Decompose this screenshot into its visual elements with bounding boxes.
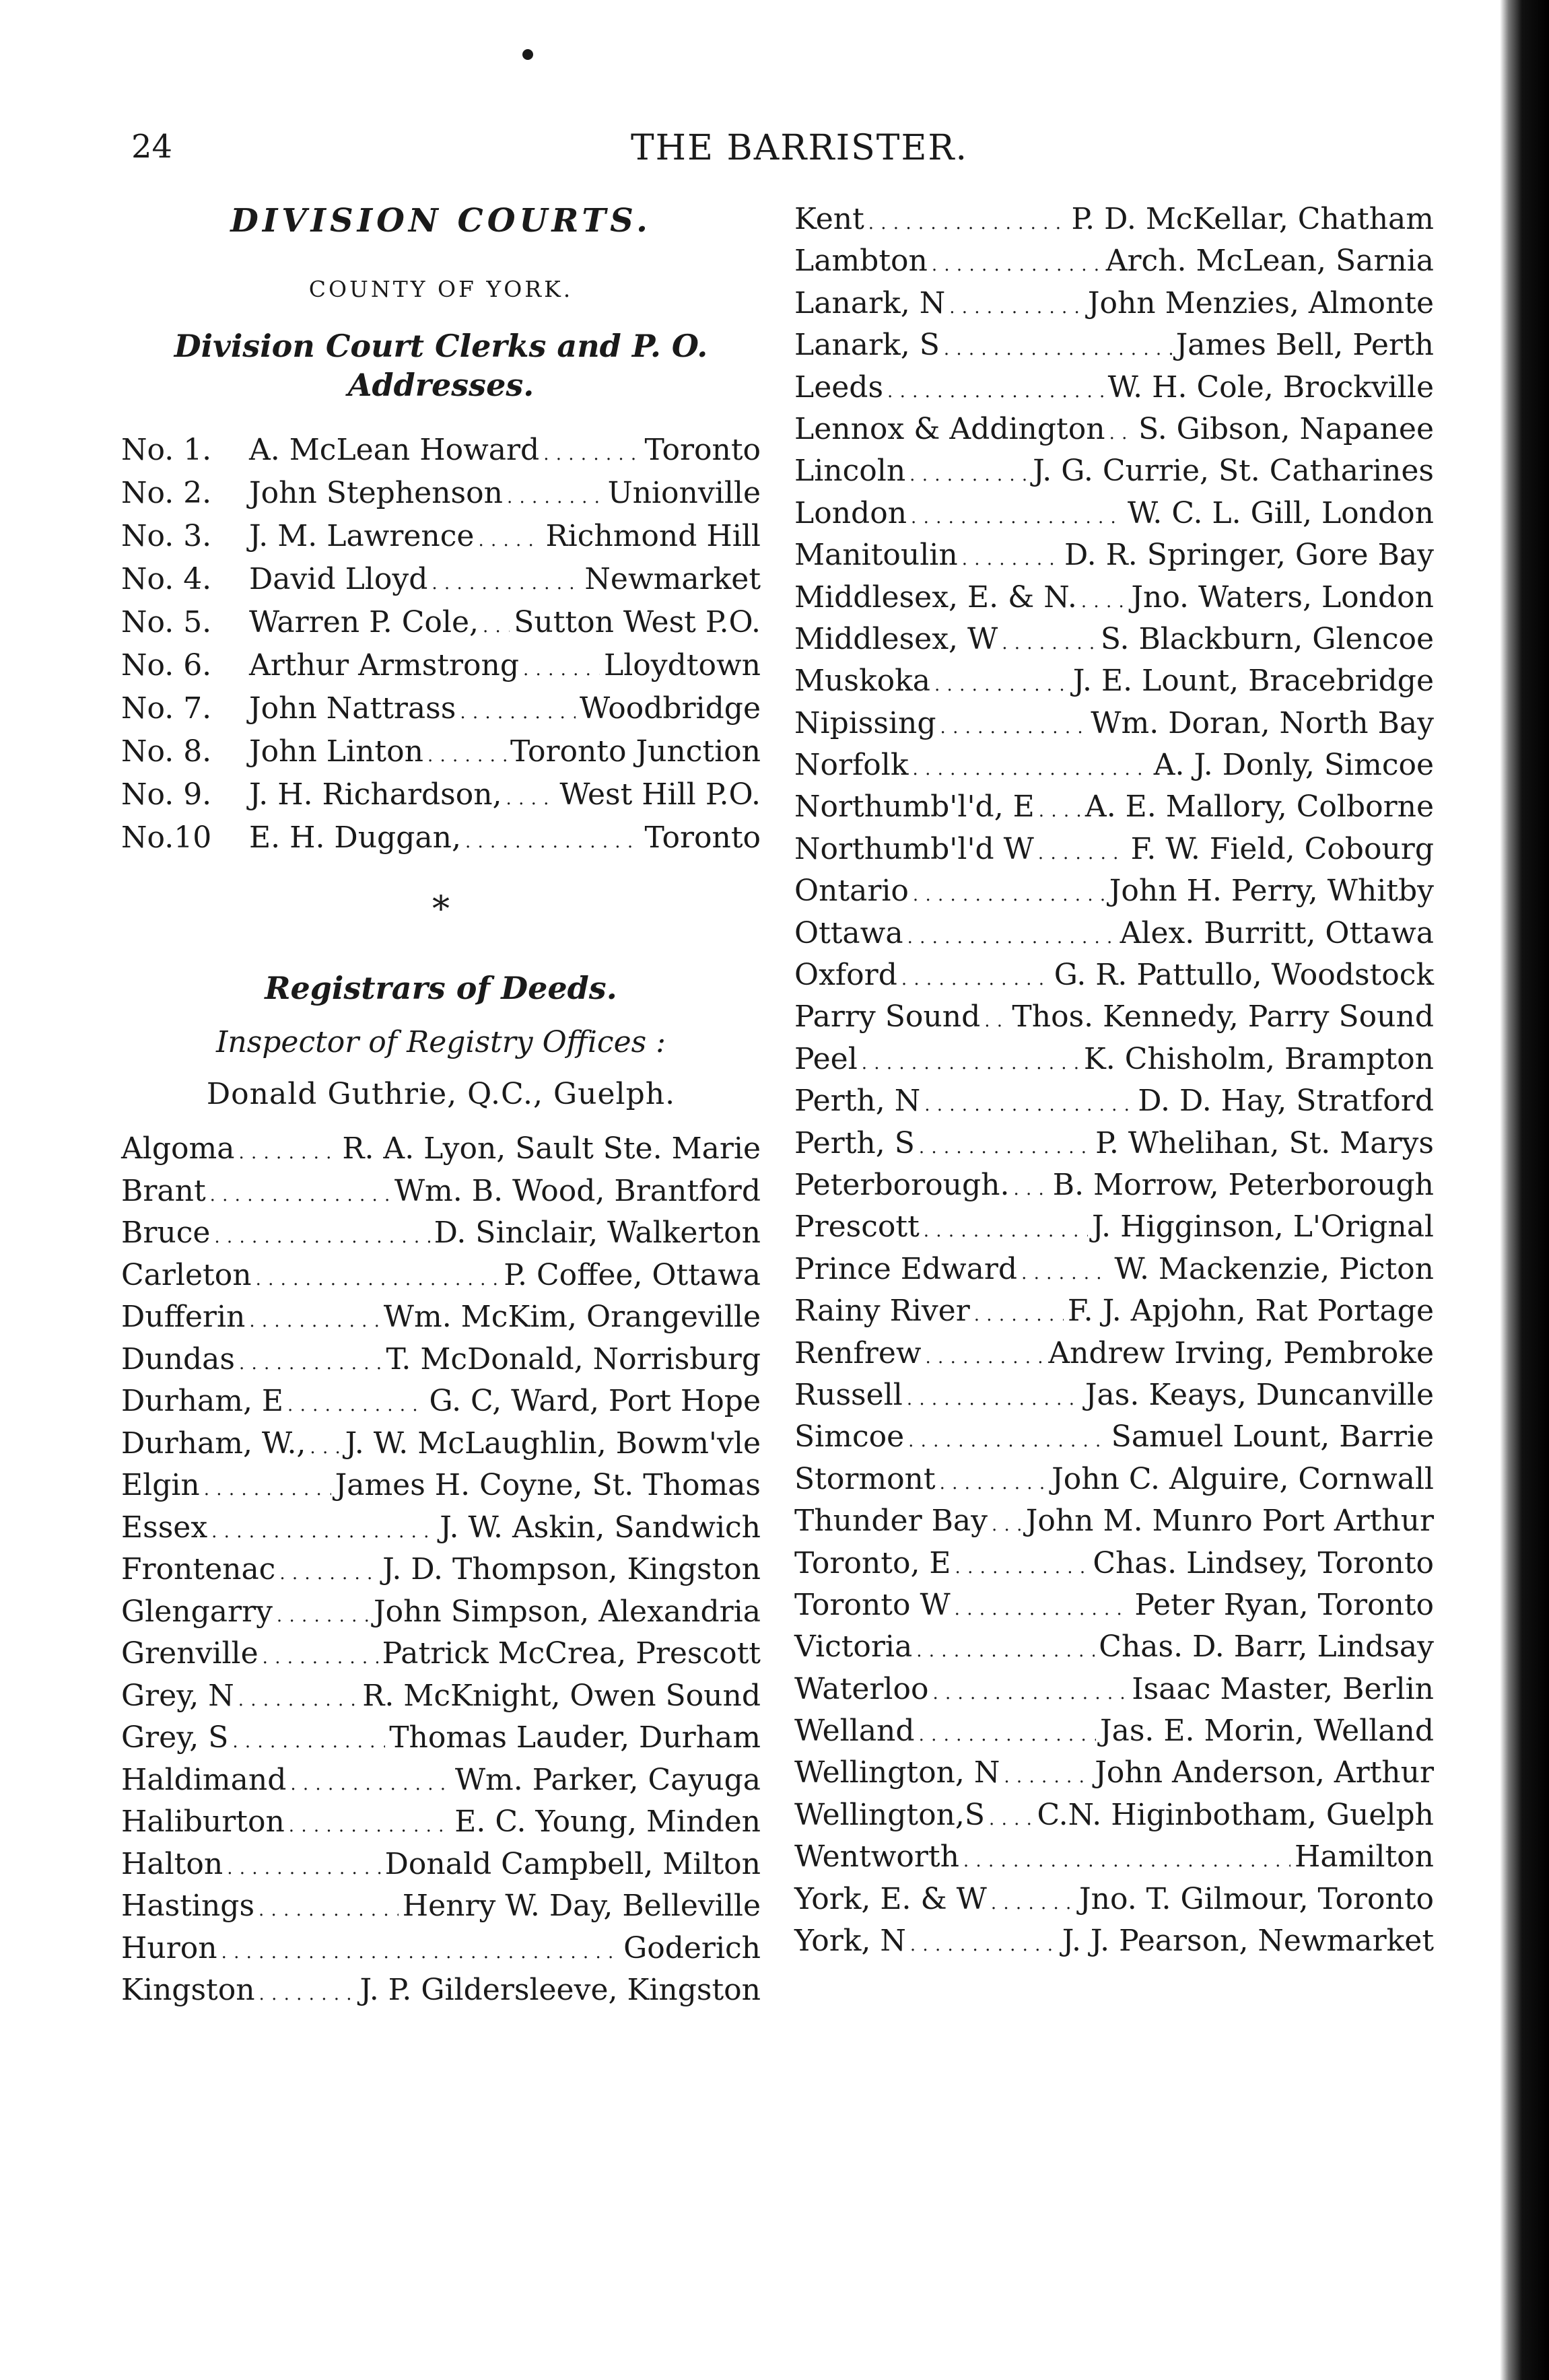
clerk-number: No. 6. <box>121 648 212 682</box>
clerk-name: John Stephenson <box>249 476 503 510</box>
registrar-row <box>121 1595 761 1637</box>
registrar-entry: Goderich <box>623 1930 761 1965</box>
clerk-name: John Linton <box>249 734 423 769</box>
registrar-entry: Jno. Waters, London <box>1131 580 1434 615</box>
county-name: Grey, S <box>121 1720 229 1755</box>
registrar-row <box>794 496 1434 538</box>
registrar-row <box>794 1672 1434 1714</box>
county-name: Toronto, E <box>794 1545 951 1580</box>
registrar-row <box>794 1336 1434 1378</box>
county-name: Dufferin <box>121 1300 246 1334</box>
registrar-entry: J. W. Askin, Sandwich <box>440 1510 761 1545</box>
registrar-row <box>794 622 1434 664</box>
clerk-place: West Hill P.O. <box>559 777 761 812</box>
clerk-name: Warren P. Cole, <box>249 605 479 639</box>
county-name: Bruce <box>121 1216 211 1250</box>
clerk-number: No. 4. <box>121 562 212 596</box>
registrar-row <box>794 1588 1434 1630</box>
registrar-entry: John C. Alguire, Cornwall <box>1052 1461 1434 1496</box>
county-name: Kent <box>794 202 864 236</box>
registrar-row <box>794 1420 1434 1461</box>
section-separator: * <box>432 889 450 930</box>
county-name: Wentworth <box>794 1840 959 1875</box>
registrar-entry: J. G. Currie, St. Catharines <box>1033 454 1434 489</box>
registrar-entry: W. C. L. Gill, London <box>1127 495 1434 530</box>
county-name: Leeds <box>794 370 884 405</box>
registrar-row <box>121 1174 761 1216</box>
county-name: Ontario <box>794 874 909 909</box>
registrar-row <box>794 706 1434 748</box>
registrar-row <box>794 958 1434 1000</box>
registrar-entry: A. J. Donly, Simcoe <box>1153 748 1434 783</box>
registrar-entry: G. C, Ward, Port Hope <box>429 1384 761 1418</box>
county-name: Nipissing <box>794 705 936 740</box>
clerk-row <box>121 605 761 648</box>
clerk-number: No. 9. <box>121 777 212 812</box>
registrar-row <box>121 1552 761 1595</box>
clerk-row <box>121 777 761 820</box>
county-name: Parry Sound <box>794 1000 981 1035</box>
registrar-entry: P. D. McKellar, Chatham <box>1071 202 1434 236</box>
registrar-row <box>121 1636 761 1679</box>
clerk-place: Toronto Junction <box>510 734 761 769</box>
registrar-entry: Thomas Lauder, Durham <box>389 1720 761 1755</box>
registrar-row <box>794 580 1434 622</box>
registrar-entry: D. D. Hay, Stratford <box>1138 1084 1434 1119</box>
registrar-row <box>121 1973 761 2015</box>
county-name: Rainy River <box>794 1294 970 1329</box>
registrar-row <box>794 286 1434 328</box>
county-name: Lanark, S <box>794 328 940 363</box>
registrar-entry: Jas. E. Morin, Welland <box>1099 1714 1434 1749</box>
clerk-number: No. 5. <box>121 605 212 639</box>
registrar-entry: S. Blackburn, Glencoe <box>1100 621 1434 656</box>
clerk-name: E. H. Duggan, <box>249 820 461 855</box>
registrar-row <box>121 1847 761 1889</box>
registrar-row <box>794 1798 1434 1840</box>
registrar-row <box>794 874 1434 915</box>
clerk-place: Newmarket <box>584 562 761 596</box>
registrar-entry: John Menzies, Almonte <box>1087 285 1434 320</box>
clerks-list <box>121 433 761 864</box>
registrar-row <box>121 1384 761 1426</box>
clerk-name: J. M. Lawrence <box>249 519 475 553</box>
county-name: Lambton <box>794 244 928 279</box>
registrar-row <box>794 1504 1434 1545</box>
county-name: Middlesex, W <box>794 621 998 656</box>
clerk-row <box>121 648 761 691</box>
registrar-entry: Chas. D. Barr, Lindsay <box>1099 1630 1434 1665</box>
county-name: Elgin <box>121 1468 200 1502</box>
county-name: Ottawa <box>794 915 903 950</box>
county-name: Kingston <box>121 1973 255 2007</box>
clerk-name: Arthur Armstrong <box>249 648 520 682</box>
county-name: Halton <box>121 1846 223 1881</box>
clerk-number: No. 2. <box>121 476 212 510</box>
page-binding-edge <box>1500 0 1549 2380</box>
registrar-entry: E. C. Young, Minden <box>454 1805 761 1839</box>
registrar-row <box>121 1763 761 1805</box>
registrar-row <box>794 370 1434 412</box>
registrar-row <box>794 1755 1434 1797</box>
inspector-title: Inspector of Registry Offices : <box>215 1025 666 1059</box>
county-name: Lincoln <box>794 454 906 489</box>
registrar-row <box>121 1931 761 1973</box>
county-name: Muskoka <box>794 664 931 699</box>
county-name: Lanark, N <box>794 285 946 320</box>
registrar-row <box>794 916 1434 958</box>
clerk-number: No. 7. <box>121 691 212 726</box>
registrar-entry: G. R. Pattullo, Woodstock <box>1054 958 1434 993</box>
county-name: Glengarry <box>121 1594 273 1629</box>
registrar-row <box>121 1510 761 1553</box>
registrar-entry: Thos. Kennedy, Parry Sound <box>1012 1000 1434 1035</box>
inspector-name: Donald Guthrie, Q.C., Guelph. <box>206 1077 676 1111</box>
county-name: Renfrew <box>794 1335 922 1370</box>
registrar-entry: S. Gibson, Napanee <box>1138 411 1434 446</box>
registrar-entry: Samuel Lount, Barrie <box>1111 1420 1434 1455</box>
registrar-entry: Andrew Irving, Pembroke <box>1048 1335 1434 1370</box>
clerk-place: Woodbridge <box>579 691 761 726</box>
right-column <box>794 202 1434 1965</box>
registrar-row <box>794 790 1434 831</box>
registrar-entry: D. R. Springer, Gore Bay <box>1064 538 1434 573</box>
registrar-entry: Isaac Master, Berlin <box>1132 1671 1434 1706</box>
county-name: Huron <box>121 1930 217 1965</box>
registrar-entry: J. J. Pearson, Newmarket <box>1062 1924 1434 1959</box>
registrar-row <box>794 1084 1434 1125</box>
county-name: Manitoulin <box>794 538 958 573</box>
registrar-row <box>794 1378 1434 1420</box>
county-name: London <box>794 495 907 530</box>
county-name: Welland <box>794 1714 915 1749</box>
county-name: Dundas <box>121 1341 235 1376</box>
registrar-entry: John M. Munro Port Arthur <box>1025 1504 1434 1539</box>
county-name: Toronto W <box>794 1587 951 1622</box>
registrar-entry: Arch. McLean, Sarnia <box>1105 244 1434 279</box>
county-name: Victoria <box>794 1630 913 1665</box>
clerk-place: Richmond Hill <box>545 519 761 553</box>
registrar-entry: Alex. Burritt, Ottawa <box>1120 915 1434 950</box>
registrar-row <box>794 1840 1434 1881</box>
registrar-row <box>121 1131 761 1174</box>
registrar-row <box>794 538 1434 580</box>
registrar-row <box>794 1882 1434 1924</box>
registrar-entry: J. P. Gildersleeve, Kingston <box>359 1973 761 2007</box>
registrar-entry: R. A. Lyon, Sault Ste. Marie <box>342 1131 761 1166</box>
registrar-row <box>794 1462 1434 1504</box>
registrar-row <box>794 1168 1434 1210</box>
registrar-row <box>794 1924 1434 1965</box>
left-column <box>121 202 761 2015</box>
county-name: Northumb'l'd W <box>794 831 1034 866</box>
registrars-title: Registrars of Deeds. <box>265 970 617 1006</box>
registrar-entry: R. McKnight, Owen Sound <box>362 1678 761 1713</box>
clerks-subheading: Division Court Clerks and P. O. Addresses. <box>174 328 708 403</box>
registrar-row <box>794 1294 1434 1335</box>
registrar-entry: J. Higginson, L'Orignal <box>1091 1210 1434 1245</box>
clerk-place: Lloydtown <box>604 648 761 682</box>
clerk-number: No. 3. <box>121 519 212 553</box>
county-name: Grey, N <box>121 1678 234 1713</box>
county-name: Haldimand <box>121 1762 287 1797</box>
page-header <box>131 128 1417 175</box>
registrar-row <box>794 412 1434 454</box>
registrar-row <box>121 1342 761 1385</box>
county-name: Perth, N <box>794 1084 921 1119</box>
county-name: Frontenac <box>121 1552 276 1586</box>
running-title: THE BARRISTER. <box>631 128 969 168</box>
registrar-row <box>794 1000 1434 1041</box>
registrar-entry: James H. Coyne, St. Thomas <box>335 1468 761 1502</box>
registrar-row <box>794 1042 1434 1084</box>
county-name: York, N <box>794 1924 906 1959</box>
registrar-entry: Chas. Lindsey, Toronto <box>1093 1545 1434 1580</box>
registrars-list-left <box>121 1131 761 2015</box>
clerk-number: No. 8. <box>121 734 212 769</box>
registrar-entry: A. E. Mallory, Colborne <box>1085 790 1434 825</box>
county-name: Algoma <box>121 1131 235 1166</box>
registrar-entry: J. W. McLaughlin, Bowm'vle <box>345 1426 761 1461</box>
county-name: Simcoe <box>794 1420 905 1455</box>
registrar-entry: Jas. Keays, Duncanville <box>1085 1377 1434 1412</box>
registrar-entry: C.N. Higinbotham, Guelph <box>1037 1797 1434 1832</box>
county-name: Lennox & Addington <box>794 411 1105 446</box>
registrar-entry: W. Mackenzie, Picton <box>1114 1251 1434 1286</box>
registrar-entry: Wm. B. Wood, Brantford <box>394 1173 761 1208</box>
registrar-entry: P. Whelihan, St. Marys <box>1095 1125 1434 1160</box>
county-name: Brant <box>121 1173 206 1208</box>
county-name: Middlesex, E. & N. <box>794 580 1077 615</box>
clerk-row <box>121 519 761 562</box>
county-name: Haliburton <box>121 1805 285 1839</box>
registrar-row <box>794 328 1434 370</box>
clerk-number: No. 1. <box>121 433 212 467</box>
page-number: 24 <box>131 128 173 166</box>
registrar-entry: Peter Ryan, Toronto <box>1134 1587 1434 1622</box>
county-name: Carleton <box>121 1257 252 1292</box>
clerk-row <box>121 562 761 605</box>
registrar-row <box>121 1300 761 1342</box>
clerk-row <box>121 433 761 476</box>
registrar-entry: Wm. McKim, Orangeville <box>383 1300 761 1334</box>
division-courts-title: DIVISION COURTS. <box>230 202 652 240</box>
clerk-row <box>121 476 761 519</box>
clerk-number: No.10 <box>121 820 212 855</box>
county-name: Stormont <box>794 1461 936 1496</box>
registrar-row <box>794 1630 1434 1671</box>
county-name: Northumb'l'd, E <box>794 790 1035 825</box>
registrar-entry: Hamilton <box>1295 1840 1434 1875</box>
registrar-entry: F. J. Apjohn, Rat Portage <box>1067 1294 1434 1329</box>
registrar-entry: Henry W. Day, Belleville <box>402 1889 761 1923</box>
registrar-entry: James Bell, Perth <box>1175 328 1434 363</box>
registrar-row <box>794 748 1434 790</box>
clerk-row <box>121 691 761 734</box>
registrar-entry: P. Coffee, Ottawa <box>504 1257 761 1292</box>
registrar-entry: John Anderson, Arthur <box>1095 1755 1434 1790</box>
registrar-entry: John H. Perry, Whitby <box>1109 874 1434 909</box>
registrar-row <box>121 1679 761 1721</box>
registrar-row <box>121 1720 761 1763</box>
registrar-row <box>121 1216 761 1258</box>
ink-dot <box>522 49 533 60</box>
registrar-row <box>794 1546 1434 1588</box>
county-name: Prescott <box>794 1210 920 1245</box>
registrar-row <box>794 244 1434 285</box>
clerk-row <box>121 734 761 777</box>
registrar-row <box>794 1126 1434 1168</box>
registrar-row <box>794 1252 1434 1294</box>
registrar-row <box>121 1468 761 1510</box>
county-heading: COUNTY OF YORK. <box>308 276 574 302</box>
registrar-entry: D. Sinclair, Walkerton <box>434 1216 761 1250</box>
clerk-name: A. McLean Howard <box>249 433 540 467</box>
registrar-row <box>121 1258 761 1300</box>
clerk-name: John Nattrass <box>249 691 456 726</box>
county-name: Durham, E <box>121 1384 284 1418</box>
clerk-row <box>121 820 761 864</box>
registrar-entry: J. E. Lount, Bracebridge <box>1072 664 1434 699</box>
registrar-row <box>794 202 1434 244</box>
registrar-row <box>121 1805 761 1847</box>
county-name: Thunder Bay <box>794 1504 988 1539</box>
clerk-name: David Lloyd <box>249 562 428 596</box>
registrar-entry: Wm. Parker, Cayuga <box>454 1762 761 1797</box>
registrar-row <box>794 664 1434 705</box>
registrar-entry: Patrick McCrea, Prescott <box>382 1636 761 1671</box>
county-name: Wellington,S <box>794 1797 986 1832</box>
registrar-row <box>794 454 1434 495</box>
registrar-entry: F. W. Field, Cobourg <box>1130 831 1434 866</box>
registrar-row <box>794 1210 1434 1251</box>
county-name: Oxford <box>794 958 897 993</box>
clerk-place: Sutton West P.O. <box>514 605 761 639</box>
registrar-entry: J. D. Thompson, Kingston <box>382 1552 761 1586</box>
registrar-row <box>121 1889 761 1931</box>
registrar-entry: K. Chisholm, Brampton <box>1083 1041 1434 1076</box>
county-name: Grenville <box>121 1636 259 1671</box>
registrar-entry: Donald Campbell, Milton <box>384 1846 761 1881</box>
clerk-place: Toronto <box>644 820 761 855</box>
registrar-entry: John Simpson, Alexandria <box>373 1594 761 1629</box>
county-name: Russell <box>794 1377 903 1412</box>
clerk-place: Toronto <box>644 433 761 467</box>
clerk-place: Unionville <box>607 476 761 510</box>
registrar-entry: W. H. Cole, Brockville <box>1107 370 1434 405</box>
registrar-entry: B. Morrow, Peterborough <box>1052 1167 1434 1202</box>
registrar-row <box>794 832 1434 874</box>
county-name: Norfolk <box>794 748 909 783</box>
county-name: Hastings <box>121 1889 255 1923</box>
county-name: Durham, W., <box>121 1426 306 1461</box>
registrar-entry: Wm. Doran, North Bay <box>1091 705 1434 740</box>
registrar-row <box>121 1426 761 1469</box>
county-name: Essex <box>121 1510 208 1545</box>
county-name: Perth, S <box>794 1125 915 1160</box>
registrar-row <box>794 1714 1434 1755</box>
registrar-entry: T. McDonald, Norrisburg <box>386 1341 761 1376</box>
county-name: Waterloo <box>794 1671 929 1706</box>
registrar-entry: Jno. T. Gilmour, Toronto <box>1079 1881 1434 1916</box>
clerk-name: J. H. Richardson, <box>249 777 502 812</box>
county-name: Wellington, N <box>794 1755 1000 1790</box>
county-name: Peel <box>794 1041 858 1076</box>
county-name: Prince Edward <box>794 1251 1018 1286</box>
county-name: York, E. & W <box>794 1881 987 1916</box>
county-name: Peterborough. <box>794 1167 1010 1202</box>
